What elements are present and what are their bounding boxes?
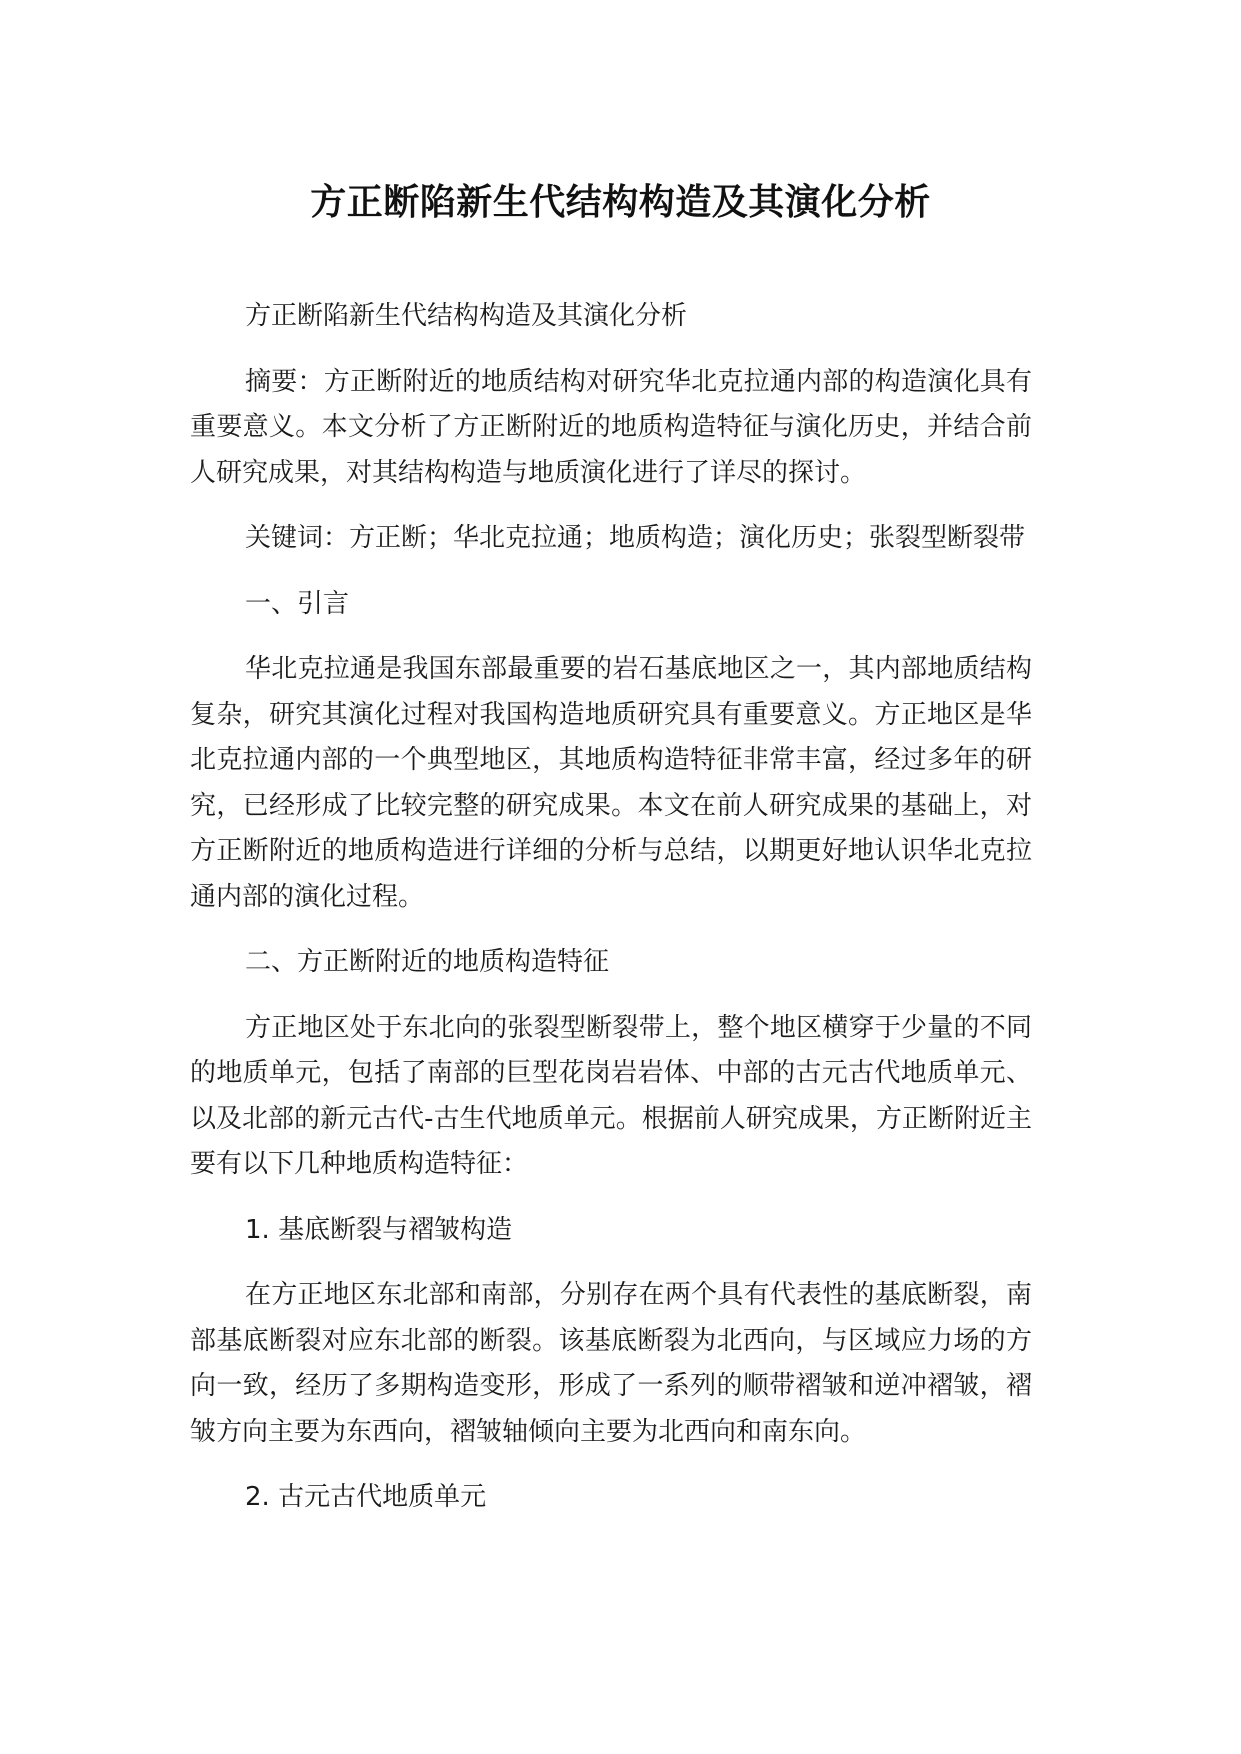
basement-faults-paragraph: 在方正地区东北部和南部，分别存在两个具有代表性的基底断裂，南部基底断裂对应东北部的断裂。该基底断裂为北西向，与区域应力场的方向一致，经历了多期构造变形，形成了一系列的顺带褶皱和逆冲褶皱，褶皱方向主要为东西向，褶皱轴倾向主要为北西向和南东向。 <box>190 1280 1032 1447</box>
abstract-paragraph: 摘要：方正断附近的地质结构对研究华北克拉通内部的构造演化具有重要意义。本文分析了方正断附近的地质构造特征与演化历史，并结合前人研究成果，对其结构构造与地质演化进行了详尽的探讨。 <box>190 366 1032 488</box>
geologic-features-paragraph: 方正地区处于东北向的张裂型断裂带上，整个地区横穿于少量的不同的地质单元，包括了南部的巨型花岗岩岩体、中部的古元古代地质单元、以及北部的新元古代-古生代地质单元。根据前人研究成果，方正断附近主要有以下几种地质构造特征： <box>190 1012 1032 1179</box>
subsection-heading-paleoproterozoic-unit: 2. 古元古代地质单元 <box>245 1482 487 1512</box>
keywords-paragraph: 关键词：方正断；华北克拉通；地质构造；演化历史；张裂型断裂带 <box>245 523 1026 553</box>
repeated-title-paragraph: 方正断陷新生代结构构造及其演化分析 <box>245 301 688 331</box>
document-title: 方正断陷新生代结构构造及其演化分析 <box>310 182 931 223</box>
section-heading-introduction: 一、引言 <box>245 588 350 619</box>
subsection-heading-basement-faults: 1. 基底断裂与褶皱构造 <box>245 1214 513 1245</box>
document-body <box>190 294 1032 1541</box>
introduction-paragraph: 华北克拉通是我国东部最重要的岩石基底地区之一，其内部地质结构复杂，研究其演化过程对我国构造地质研究具有重要意义。方正地区是华北克拉通内部的一个典型地区，其地质构造特征非常丰富，经过多年的研究，已经形成了比较完整的研究成果。本文在前人研究成果的基础上，对方正断附近的地质构造进行详细的分析与总结，以期更好地认识华北克拉通内部的演化过程。 <box>190 654 1032 912</box>
section-heading-geologic-features: 二、方正断附近的地质构造特征 <box>245 947 610 977</box>
